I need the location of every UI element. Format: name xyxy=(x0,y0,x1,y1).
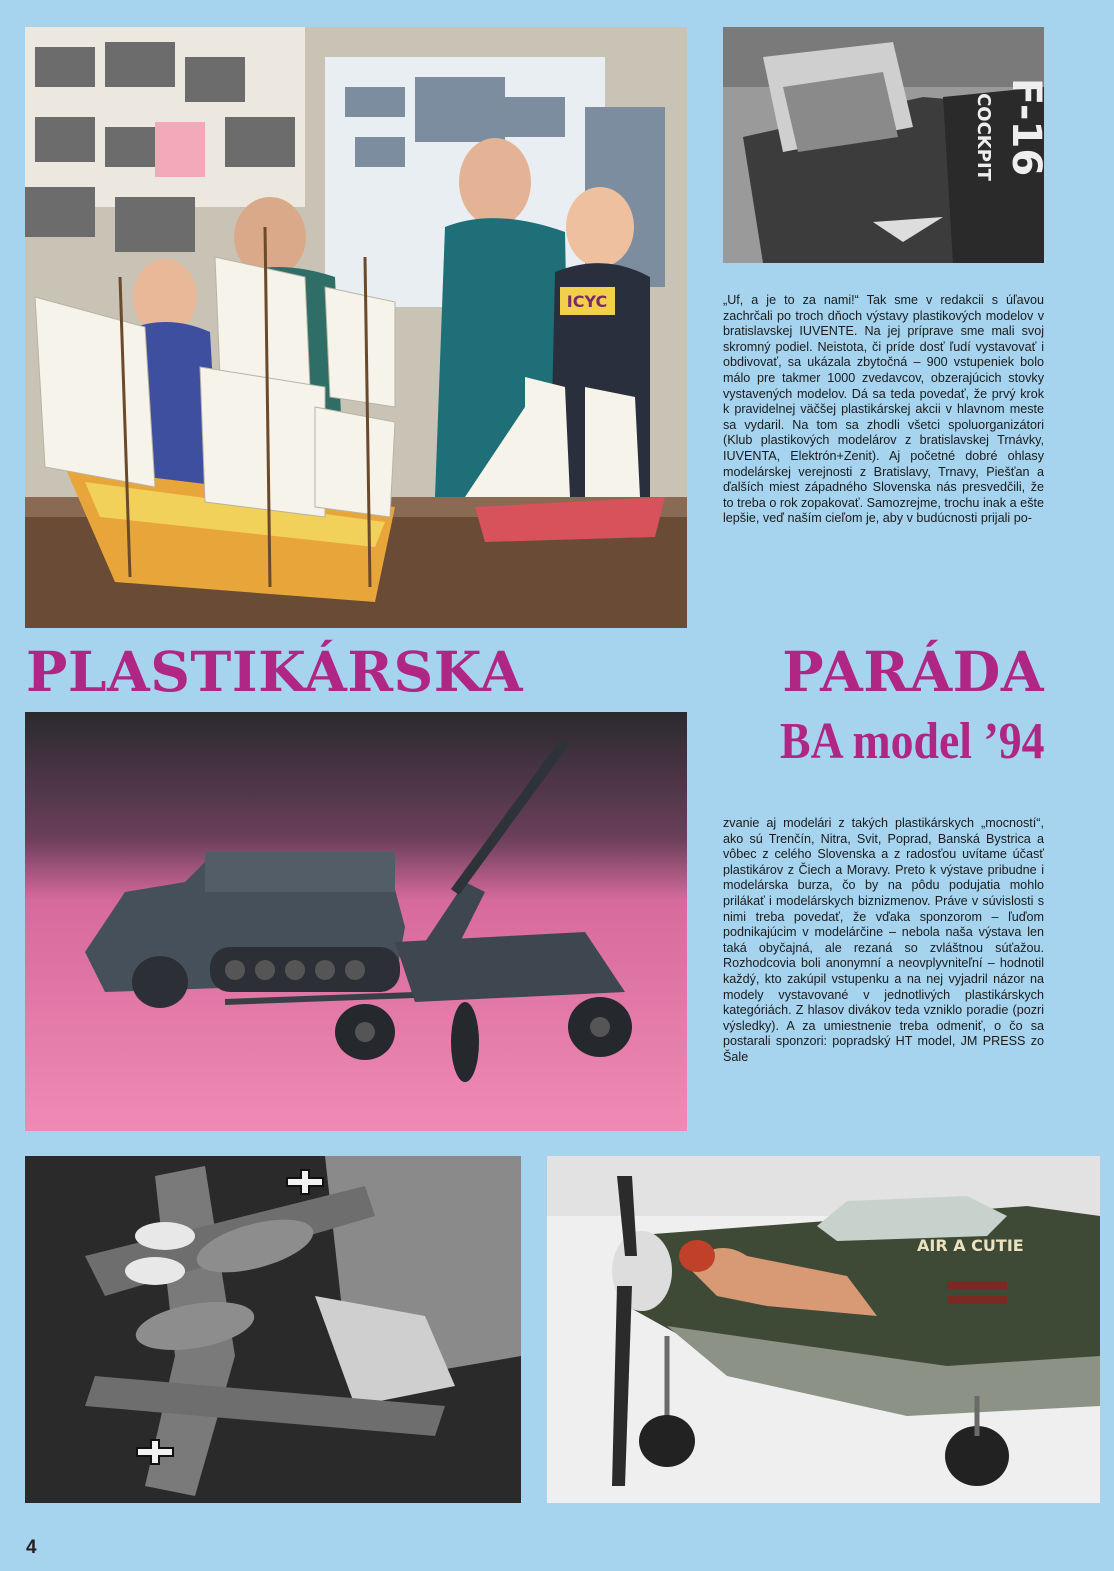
cockpit-box-title: F-16 xyxy=(1003,77,1049,177)
page-number: 4 xyxy=(26,1537,37,1558)
headline-word-1: PLASTIKÁRSKA xyxy=(26,639,523,704)
subtitle: BA model ’94 xyxy=(779,713,1044,770)
article-paragraph-1: „Uf, a je to za nami!“ Tak sme v redakcii s úľavou zachrčali po troch dňoch výstavy plastikových modelov v bratislavskej IUVENTE. Na jej príprave sme mali svoj skromný podiel. Neistota, či príde dosť ľudí vystavovať i obdivovať, sa ukázala zbytočná – 900 vstupeniek bolo málo pre takmer 1000 zvedavcov, obzerajúcich stovky vystavených modelov. Dá sa teda povedať, že prvý krok k pravidelnej väčšej plastikárskej akcii v hlavnom meste sa vydaril. Na tom sa zhodli všetci spoluorganizátori (Klub plastikových modelárov z bratislavskej Trnávky, IUVENTA, Elektrón+Zenit). Aj početné dobré ohlasy modelárskej verejnosti z Bratislavy, Trnavy, Piešťan a ďalších miest západného Slovenska nás presvedčili, že to treba o rok zopakovať. Samozrejme, trochu inak a ešte lepšie, veď naším cieľom je, aby v budúcnosti prijali po- xyxy=(723,293,1044,526)
photo-p39-air-a-cutie xyxy=(547,1156,1100,1503)
photo-f16-cockpit xyxy=(723,27,1049,263)
article-paragraph-2: zvanie aj modelári z takých plastikárskych „mocností“, ako sú Trenčín, Nitra, Svit, Poprad, Banská Bystrica a vôbec z celého Slovenska a z radosťou uvítame účasť plastikárov z Čiech a Moravy. Preto k výstave pribudne i modelárska burza, čo by na pôdu podujatia mohlo prilákať i modelárskych biznizmenov. Práve v súvislosti s nimi treba povedať, že vďaka sponzorom – ľuďom podnikajúcim v modelárčine – nebola naša výstava len taká obyčajná, ale rezaná so zvláštnou súťažou. Rozhodcovia boli anonymní a neovplyvniteľní – hodnotil každý, kto zakúpil vstupenku a na nej vyjadril názor na modely vystavované v jednotlivých plastikárskych kategóriách. Z hlasov divákov teda vzniklo poradie (pozri výsledky). A za umiestnenie treba odmeniť, o čo sa postarali sponzori: popradský HT model, JM PRESS zo Šale xyxy=(723,816,1044,1064)
p39-nose-art-text: AIR A CUTIE xyxy=(917,1236,1024,1255)
headline-word-2: PARÁDA xyxy=(782,639,1044,704)
photo-me262-model xyxy=(25,1156,521,1503)
headline xyxy=(26,640,1044,704)
kids-sign-text: ICYC xyxy=(566,292,608,311)
photo-kids-with-ship-models xyxy=(25,27,687,628)
cockpit-box-subtitle: COCKPIT xyxy=(973,93,994,181)
photo-halftrack-flak-model xyxy=(25,712,687,1131)
